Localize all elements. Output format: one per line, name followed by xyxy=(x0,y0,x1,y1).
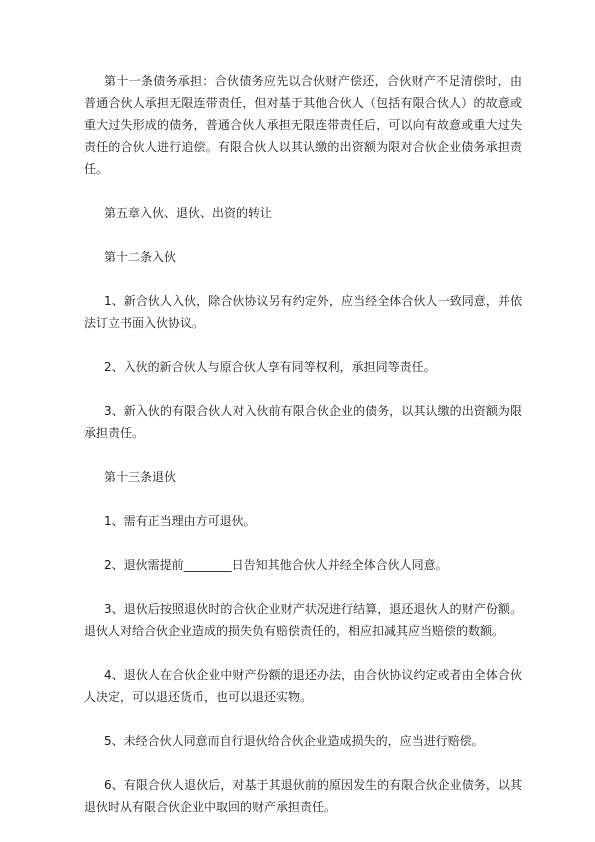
article-13-heading: 第十三条退伙 xyxy=(104,470,177,484)
article-13-item-6: 6、有限合伙人退伙后，对基于其退伙前的原因发生的有限合伙企业债务，以其退伙时从有限合伙企业中取回的财产承担责任。 xyxy=(84,778,522,814)
article-12-item-1: 1、新合伙人入伙，除合伙协议另有约定外，应当经全体合伙人一致同意，并依法订立书面入伙协议。 xyxy=(84,294,522,330)
article-11-debt-liability: 第十一条债务承担：合伙债务应先以合伙财产偿还，合伙财产不足清偿时，由普通合伙人承担无限连带责任，但对基于其他合伙人（包括有限合伙人）的故意或重大过失形成的债务，普通合伙人承担无限连带责任后，可以向有故意或重大过失责任的合伙人进行追偿。有限合伙人以其认缴的出资额为限对合伙企业债务承担责任。 xyxy=(84,74,522,176)
article-13-item-2: 2、退伙需提前________日告知其他合伙人并经全体合伙人同意。 xyxy=(104,558,448,572)
article-12-item-2: 2、入伙的新合伙人与原合伙人享有同等权利，承担同等责任。 xyxy=(104,360,436,374)
document-body xyxy=(84,70,522,840)
article-13-item-1: 1、需有正当理由方可退伙。 xyxy=(104,514,256,528)
article-13-item-5: 5、未经合伙人同意而自行退伙给合伙企业造成损失的，应当进行赔偿。 xyxy=(104,734,484,748)
article-12-heading: 第十二条入伙 xyxy=(104,250,177,264)
article-13-item-4: 4、退伙人在合伙企业中财产份额的退还办法，由合伙协议约定或者由全体合伙人决定，可以退还货币，也可以退还实物。 xyxy=(84,668,522,704)
article-13-item-3: 3、退伙后按照退伙时的合伙企业财产状况进行结算，退还退伙人的财产份额。退伙人对给合伙企业造成的损失负有赔偿责任的，相应扣减其应当赔偿的数额。 xyxy=(84,602,522,638)
chapter-5-heading: 第五章入伙、退伙、出资的转让 xyxy=(104,206,273,220)
article-12-item-3: 3、新入伙的有限合伙人对入伙前有限合伙企业的债务，以其认缴的出资额为限承担责任。 xyxy=(84,404,522,440)
